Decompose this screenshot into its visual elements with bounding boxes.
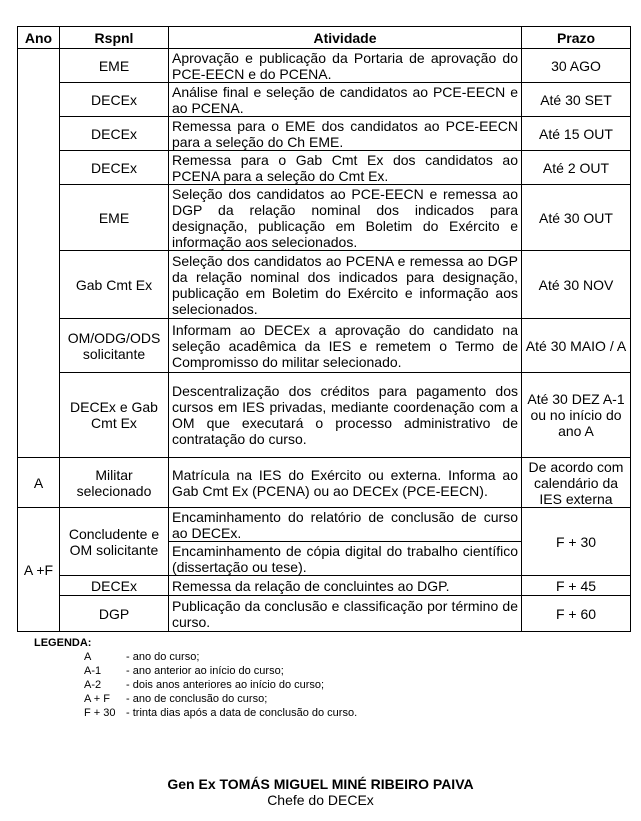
prazo-cell: 30 AGO [522, 49, 631, 83]
legend-title: LEGENDA: [34, 637, 92, 649]
table-row [18, 117, 631, 151]
prazo-cell: F + 60 [522, 596, 631, 632]
atividade-cell: Aprovação e publicação da Portaria de aprovação do PCE-EECN e do PCENA. [169, 49, 522, 83]
prazo-cell: Até 30 OUT [522, 185, 631, 251]
atividade-cell: Seleção dos candidatos ao PCE-EECN e remessa ao DGP da relação nominal dos indicados para designação, publicação em Boletim do Exército e informação aos selecionados. [169, 185, 522, 251]
atividade-cell: Matrícula na IES do Exército ou externa. Informa ao Gab Cmt Ex (PCENA) ou ao DECEx (PCE-EECN). [169, 458, 522, 508]
prazo-cell: Até 30 DEZ A-1 ou no início do ano A [522, 373, 631, 458]
table-row [18, 251, 631, 319]
signature-name: Gen Ex TOMÁS MIGUEL MINÉ RIBEIRO PAIVA [167, 776, 474, 792]
legend-desc: - dois anos anteriores ao início do curso; [126, 679, 325, 691]
resp-cell: Concludente e OM solicitante [60, 508, 169, 576]
ano-cell: A [18, 458, 60, 508]
atividade-cell: Descentralização dos créditos para pagamento dos cursos em IES privadas, mediante coordenação com a OM que executará o processo administrativo de contratação do curso. [169, 373, 522, 458]
resp-cell: Gab Cmt Ex [60, 251, 169, 319]
resp-cell: Militar selecionado [60, 458, 169, 508]
table-row [18, 576, 631, 596]
legend-code: F + 30 [84, 707, 116, 719]
resp-cell: DECEx [60, 117, 169, 151]
prazo-cell: F + 45 [522, 576, 631, 596]
resp-cell: OM/ODG/ODS solicitante [60, 319, 169, 373]
table-row [18, 596, 631, 632]
table-row [18, 508, 631, 542]
legend-item [34, 692, 357, 706]
table-row [18, 151, 631, 185]
prazo-cell: Até 30 NOV [522, 251, 631, 319]
header-atividade: Atividade [169, 27, 522, 49]
legend-desc: - ano de conclusão do curso; [126, 693, 268, 705]
signature-role: Chefe do DECEx [267, 792, 374, 808]
header-row [18, 27, 631, 49]
header-rspnl: Rspnl [60, 27, 169, 49]
atividade-cell: Análise final e seleção de candidatos ao PCE-EECN e ao PCENA. [169, 83, 522, 117]
table-row [18, 83, 631, 117]
atividade-cell: Remessa para o Gab Cmt Ex dos candidatos ao PCENA para a seleção do Cmt Ex. [169, 151, 522, 185]
prazo-cell: Até 30 SET [522, 83, 631, 117]
table-row [18, 319, 631, 373]
atividade-cell: Seleção dos candidatos ao PCENA e remessa ao DGP da relação nominal dos indicados para designação, publicação em Boletim do Exército e informação aos selecionados. [169, 251, 522, 319]
atividade-cell: Remessa da relação de concluintes ao DGP. [169, 576, 522, 596]
legend-desc: - trinta dias após a data de conclusão do curso. [126, 707, 358, 719]
table-row [18, 185, 631, 251]
schedule-table [17, 26, 631, 632]
resp-cell: DGP [60, 596, 169, 632]
prazo-cell: De acordo com calendário da IES externa [522, 458, 631, 508]
legend-item [34, 678, 357, 692]
legend-code: A-2 [84, 679, 102, 691]
resp-cell: DECEx [60, 151, 169, 185]
prazo-cell: Até 2 OUT [522, 151, 631, 185]
atividade-cell: Publicação da conclusão e classificação por término de curso. [169, 596, 522, 632]
resp-cell: DECEx [60, 576, 169, 596]
legend-item [34, 706, 357, 720]
resp-cell: EME [60, 49, 169, 83]
resp-cell: EME [60, 185, 169, 251]
legend [34, 636, 357, 720]
legend-item [34, 664, 357, 678]
atividade-cell: Remessa para o EME dos candidatos ao PCE-EECN para a seleção do Ch EME. [169, 117, 522, 151]
prazo-cell: F + 30 [522, 508, 631, 576]
atividade-cell: Encaminhamento de cópia digital do trabalho científico (dissertação ou tese). [169, 542, 522, 576]
ano-cell: A +F [18, 508, 60, 632]
legend-item [34, 650, 357, 664]
header-ano: Ano [18, 27, 60, 49]
resp-cell: DECEx [60, 83, 169, 117]
prazo-cell: Até 30 MAIO / A [522, 319, 631, 373]
legend-code: A + F [84, 693, 110, 705]
legend-code: A-1 [84, 665, 102, 677]
ano-cell-empty [18, 49, 60, 458]
table-row [18, 373, 631, 458]
legend-code: A [84, 651, 92, 663]
table-row [18, 458, 631, 508]
resp-cell: DECEx e Gab Cmt Ex [60, 373, 169, 458]
atividade-cell: Encaminhamento do relatório de conclusão de curso ao DECEx. [169, 508, 522, 542]
header-prazo: Prazo [522, 27, 631, 49]
prazo-cell: Até 15 OUT [522, 117, 631, 151]
table-row [18, 49, 631, 83]
atividade-cell: Informam ao DECEx a aprovação do candidato na seleção acadêmica da IES e remetem o Termo de Compromisso do militar selecionado. [169, 319, 522, 373]
legend-desc: - ano anterior ao início do curso; [126, 665, 284, 677]
legend-desc: - ano do curso; [126, 651, 200, 663]
